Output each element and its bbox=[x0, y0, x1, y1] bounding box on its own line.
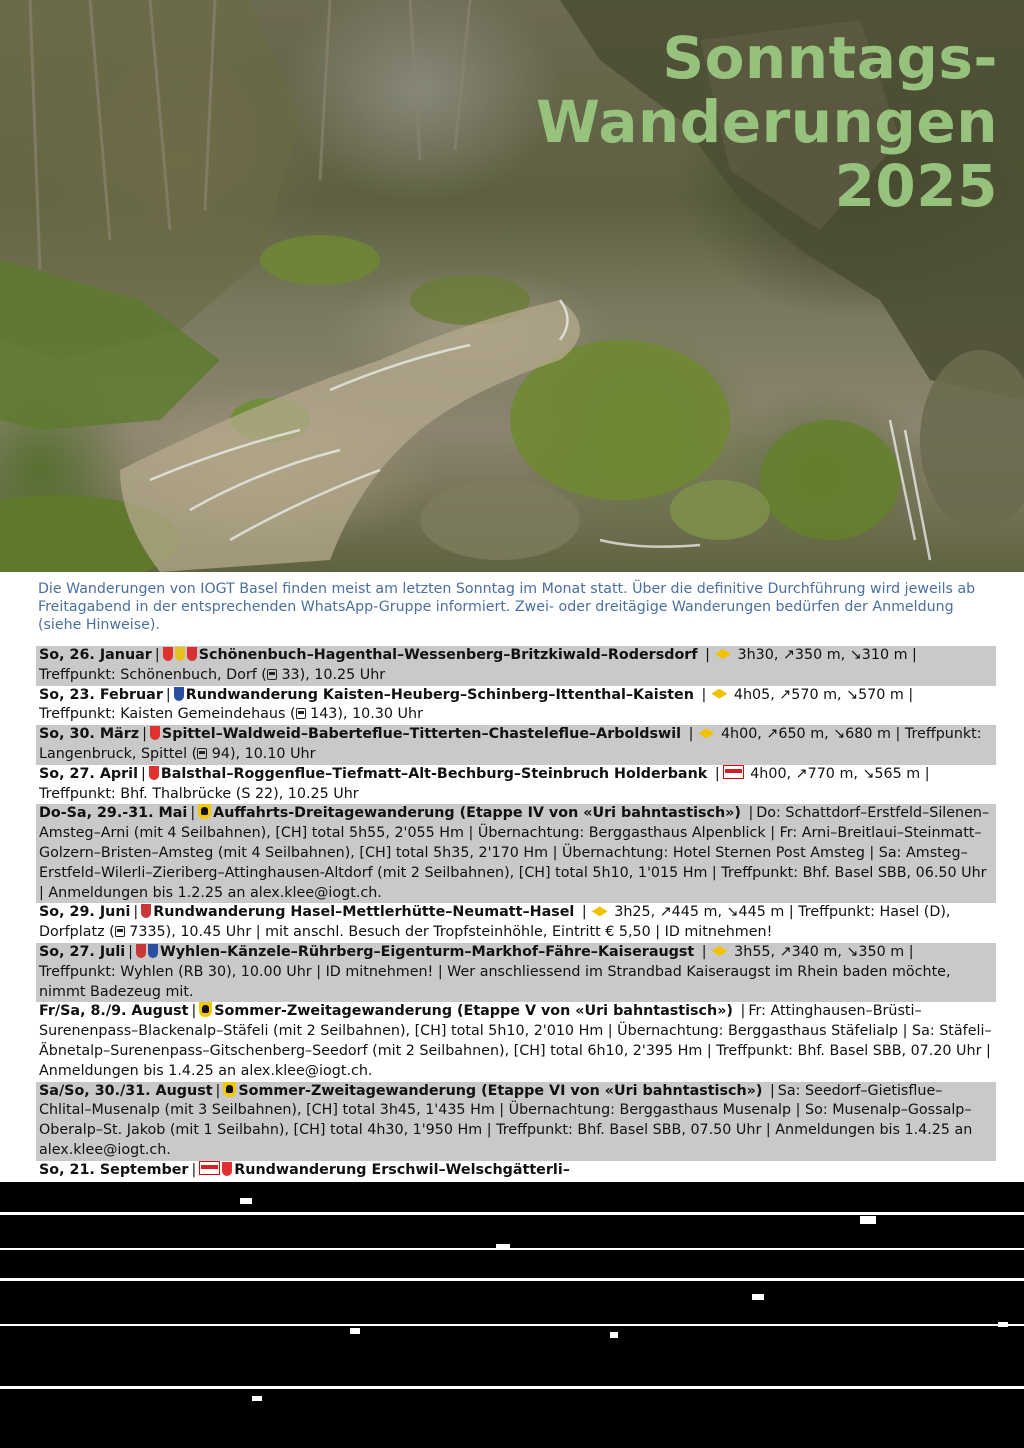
bus-icon bbox=[296, 708, 306, 719]
hike-entry: So, 21. September | Rundwanderung Erschwil–Welschgätterli– bbox=[39, 1161, 570, 1178]
hike-route: Rundwanderung Erschwil–Welschgätterli– bbox=[234, 1161, 570, 1178]
coat-of-arms-icon bbox=[187, 647, 197, 661]
hike-details: Do: Schattdorf–Erstfeld–Silenen–Amsteg–Arni (mit 4 Seilbahnen), [CH] total 5h55, 2'055 Hm | Übernachtung: Berggasthaus Alpenblick | Fr: Arni–Breitlaui–Steinmatt–Golzern–Bristen–Amsteg (mit 4 Seilbahnen), [CH] total 5h35, 2'170 Hm | Übernachtung: Hotel Sternen Post Amsteg | Sa: Amsteg–Erstfeld–Wilerli–Zieriberg–Attinghausen-Altdorf (mit 2 Seilbahnen), [CH] total 5h10, 1'015 Hm | Treffpunkt: Bhf. Basel SBB, 06.50 Uhr | Anmeldungen bis 1.2.25 an alex.klee@iogt.ch. bbox=[39, 805, 990, 901]
hike-date: Sa/So, 30./31. August bbox=[39, 1082, 213, 1099]
hike-details-tail: ), 10.25 Uhr bbox=[299, 666, 386, 683]
title-line-2: Wanderungen bbox=[535, 88, 998, 156]
coat-of-arms-icon bbox=[222, 1162, 232, 1176]
hike-route: Spittel–Waldweid–Baberteflue–Titterten–Chasteleflue–Arboldswil bbox=[161, 726, 682, 743]
intro-text: Die Wanderungen von IOGT Basel finden meist am letzten Sonntag im Monat statt. Über die definitive Durchführung wird jeweils ab Freitagabend in der entsprechenden WhatsApp-Gruppe informiert. Zwei- oder dreitägige Wanderungen bedürfen der Anmeldung (siehe Hinweise). bbox=[38, 581, 976, 633]
hike-route: Balsthal–Roggenflue–Tiefmatt–Alt-Bechburg–Steinbruch Holderbank bbox=[160, 765, 708, 782]
hike-date: So, 29. Juni bbox=[39, 904, 131, 921]
scan-artifact-band bbox=[0, 1182, 1024, 1448]
bus-icon bbox=[197, 748, 207, 759]
hike-details-tail: ), 10.45 Uhr | mit anschl. Besuch der Tropfsteinhöhle, Eintritt € 5,50 | ID mitnehmen! bbox=[165, 924, 773, 941]
hike-entry: Fr/Sa, 8./9. August | Sommer-Zweitagewanderung (Etappe V von «Uri bahntastisch») | Fr: Attinghausen–Brüsti–Surenenpass–Blackenalp–Stäfeli (mit 2 Seilbahnen), [CH] total 5h10, 2'010 Hm | Übernachtung: Berggasthaus Stäfelialp | Sa: Stäfeli–Äbnetalp–Surenenpass–Gitschenberg–Seedorf (mit 2 Seilbahnen), [CH] total 6h10, 2'395 Hm | Treffpunkt: Bhf. Basel SBB, 07.20 Uhr | Anmeldungen bis 1.4.25 an alex.klee@iogt.ch. bbox=[39, 1003, 992, 1079]
difficulty-diamond-icon bbox=[698, 728, 714, 738]
hike-route: Schönenbuch–Hagenthal–Wessenberg–Britzkiwald–Rodersdorf bbox=[198, 647, 698, 663]
difficulty-diamond-icon bbox=[715, 649, 731, 659]
hike-details: 3h25, ↗445 m, ↘445 m | Treffpunkt: Hasel (D), Dorfplatz ( bbox=[39, 904, 951, 941]
uri-coat-of-arms-icon bbox=[199, 1002, 212, 1017]
hike-details: 3h30, ↗350 m, ↘310 m | Treffpunkt: Schönenbuch, Dorf ( bbox=[39, 647, 917, 683]
title-line-1: Sonntags- bbox=[662, 24, 998, 92]
hike-details: 3h55, ↗340 m, ↘350 m | Treffpunkt: Wyhlen (RB 30), 10.00 Uhr | ID mitnehmen! | Wer anschliessend im Strandbad Kaiseraugst im Rhein baden möchte, nimmt Badezeug mit. bbox=[39, 943, 951, 1000]
bus-icon bbox=[267, 669, 277, 680]
coat-of-arms-icon bbox=[174, 687, 184, 701]
hike-details: 4h00, ↗770 m, ↘565 m | Treffpunkt: Bhf. Thalbrücke (S 22), 10.25 Uhr bbox=[39, 765, 930, 802]
page-title bbox=[536, 26, 998, 218]
coat-of-arms-icon bbox=[136, 944, 146, 958]
hike-date: So, 23. Februar bbox=[39, 686, 163, 703]
hike-route: Wyhlen–Känzele–Rührberg–Eigenturm–Markhof–Fähre–Kaiseraugst bbox=[159, 943, 695, 960]
hike-date: So, 26. Januar bbox=[39, 647, 152, 663]
hike-details-tail: ), 10.10 Uhr bbox=[229, 745, 316, 762]
hike-entry: So, 30. März | Spittel–Waldweid–Baberteflue–Titterten–Chasteleflue–Arboldswil | 4h00, ↗650 m, ↘680 m | Treffpunkt: Langenbruck, Spittel ( 94), 10.10 Uhr bbox=[36, 725, 996, 765]
hike-route: Rundwanderung Hasel–Mettlerhütte–Neumatt–Hasel bbox=[153, 904, 575, 921]
hike-entry: So, 26. Januar | Schönenbuch–Hagenthal–Wessenberg–Britzkiwald–Rodersdorf | 3h30, ↗350 m, ↘310 m | Treffpunkt: Schönenbuch, Dorf ( 33), 10.25 Uhr bbox=[36, 646, 996, 686]
difficulty-diamond-icon bbox=[592, 906, 608, 916]
coat-of-arms-icon bbox=[149, 766, 159, 780]
difficulty-diamond-icon bbox=[712, 946, 728, 956]
hike-route: Sommer-Zweitagewanderung (Etappe VI von «Uri bahntastisch») bbox=[238, 1082, 763, 1099]
title-line-3: 2025 bbox=[834, 152, 998, 220]
hike-details-tail: ), 10.30 Uhr bbox=[337, 706, 423, 723]
coat-of-arms-icon bbox=[163, 647, 173, 661]
coat-of-arms-icon bbox=[148, 944, 158, 958]
hike-date: So, 30. März bbox=[39, 726, 140, 743]
bus-line: 7335 bbox=[129, 924, 166, 941]
bus-icon bbox=[115, 926, 125, 937]
uri-coat-of-arms-icon bbox=[223, 1082, 236, 1097]
hike-entry: So, 29. Juni | Rundwanderung Hasel–Mettlerhütte–Neumatt–Hasel | 3h25, ↗445 m, ↘445 m | Treffpunkt: Hasel (D), Dorfplatz ( 7335), 10.45 Uhr | mit anschl. Besuch der Tropfsteinhöhle, Eintritt € 5,50 | ID mitnehmen! bbox=[39, 904, 951, 941]
hike-schedule bbox=[36, 646, 996, 1181]
coat-of-arms-icon bbox=[150, 726, 160, 740]
hike-date: So, 27. Juli bbox=[39, 943, 126, 960]
hike-details: 4h05, ↗570 m, ↘570 m | Treffpunkt: Kaisten Gemeindehaus ( bbox=[39, 686, 914, 723]
hike-details: Fr: Attinghausen–Brüsti–Surenenpass–Blackenalp–Stäfeli (mit 2 Seilbahnen), [CH] total 5h10, 2'010 Hm | Übernachtung: Berggasthaus Stäfelialp | Sa: Stäfeli–Äbnetalp–Surenenpass–Gitschenberg–Seedorf (mit 2 Seilbahnen), [CH] total 6h10, 2'395 Hm | Treffpunkt: Bhf. Basel SBB, 07.20 Uhr | Anmeldungen bis 1.4.25 an alex.klee@iogt.ch. bbox=[39, 1003, 992, 1079]
hike-entry: Sa/So, 30./31. August | Sommer-Zweitagewanderung (Etappe VI von «Uri bahntastisch») | Sa: Seedorf–Gietisflue–Chlital–Musenalp (mit 3 Seilbahnen), [CH] total 3h45, 1'435 Hm | Übernachtung: Berggasthaus Musenalp | So: Musenalp–Gossalp–Oberalp–St. Jakob (mit 1 Seilbahn), [CH] total 4h30, 1'950 Hm | Treffpunkt: Bhf. Basel SBB, 07.50 Uhr | Anmeldungen bis 1.4.25 an alex.klee@iogt.ch. bbox=[36, 1082, 996, 1161]
hike-route: Rundwanderung Kaisten–Heuberg–Schinberg–Ittenthal–Kaisten bbox=[185, 686, 694, 703]
hike-date: So, 21. September bbox=[39, 1161, 189, 1178]
hike-entry: So, 27. Juli | Wyhlen–Känzele–Rührberg–Eigenturm–Markhof–Fähre–Kaiseraugst | 3h55, ↗340 m, ↘350 m | Treffpunkt: Wyhlen (RB 30), 10.00 Uhr | ID mitnehmen! | Wer anschliessend im Strandbad Kaiseraugst im Rhein baden möchte, nimmt Badezeug mit. bbox=[36, 943, 996, 1002]
coat-of-arms-icon bbox=[175, 647, 185, 661]
bus-line: 143 bbox=[310, 706, 338, 723]
hike-date: Fr/Sa, 8./9. August bbox=[39, 1003, 189, 1020]
hike-details: Sa: Seedorf–Gietisflue–Chlital–Musenalp (mit 3 Seilbahnen), [CH] total 3h45, 1'435 Hm | Übernachtung: Berggasthaus Musenalp | So: Musenalp–Gossalp–Oberalp–St. Jakob (mit 1 Seilbahn), [CH] total 4h30, 1'950 Hm | Treffpunkt: Bhf. Basel SBB, 07.50 Uhr | Anmeldungen bis 1.4.25 an alex.klee@iogt.ch. bbox=[39, 1082, 973, 1158]
hike-route: Sommer-Zweitagewanderung (Etappe V von «Uri bahntastisch») bbox=[214, 1003, 733, 1020]
uri-coat-of-arms-icon bbox=[198, 804, 211, 819]
hike-date: So, 27. April bbox=[39, 765, 138, 782]
coat-of-arms-icon bbox=[141, 904, 151, 918]
hike-details: 4h00, ↗650 m, ↘680 m | Treffpunkt: Langenbruck, Spittel ( bbox=[39, 726, 982, 762]
hike-entry: So, 27. April | Balsthal–Roggenflue–Tiefmatt–Alt-Bechburg–Steinbruch Holderbank | 4h00, ↗770 m, ↘565 m | Treffpunkt: Bhf. Thalbrücke (S 22), 10.25 Uhr bbox=[39, 765, 930, 802]
bus-line: 94 bbox=[211, 745, 230, 762]
swiss-flag-icon bbox=[199, 1161, 220, 1175]
hike-entry: So, 23. Februar | Rundwanderung Kaisten–Heuberg–Schinberg–Ittenthal–Kaisten | 4h05, ↗570 m, ↘570 m | Treffpunkt: Kaisten Gemeindehaus ( 143), 10.30 Uhr bbox=[39, 686, 914, 723]
hike-date: Do-Sa, 29.-31. Mai bbox=[39, 805, 188, 822]
hike-route: Auffahrts-Dreitagewanderung (Etappe IV von «Uri bahntastisch») bbox=[213, 805, 741, 822]
swiss-flag-icon bbox=[723, 765, 744, 779]
hero-photo bbox=[0, 0, 1024, 572]
hike-entry: Do-Sa, 29.-31. Mai | Auffahrts-Dreitagewanderung (Etappe IV von «Uri bahntastisch») | Do: Schattdorf–Erstfeld–Silenen–Amsteg–Arni (mit 4 Seilbahnen), [CH] total 5h55, 2'055 Hm | Übernachtung: Berggasthaus Alpenblick | Fr: Arni–Breitlaui–Steinmatt–Golzern–Bristen–Amsteg (mit 4 Seilbahnen), [CH] total 5h35, 2'170 Hm | Übernachtung: Hotel Sternen Post Amsteg | Sa: Amsteg–Erstfeld–Wilerli–Zieriberg–Attinghausen-Altdorf (mit 2 Seilbahnen), [CH] total 5h10, 1'015 Hm | Treffpunkt: Bhf. Basel SBB, 06.50 Uhr | Anmeldungen bis 1.2.25 an alex.klee@iogt.ch. bbox=[36, 804, 996, 903]
difficulty-diamond-icon bbox=[711, 689, 727, 699]
bus-line: 33 bbox=[281, 666, 300, 683]
